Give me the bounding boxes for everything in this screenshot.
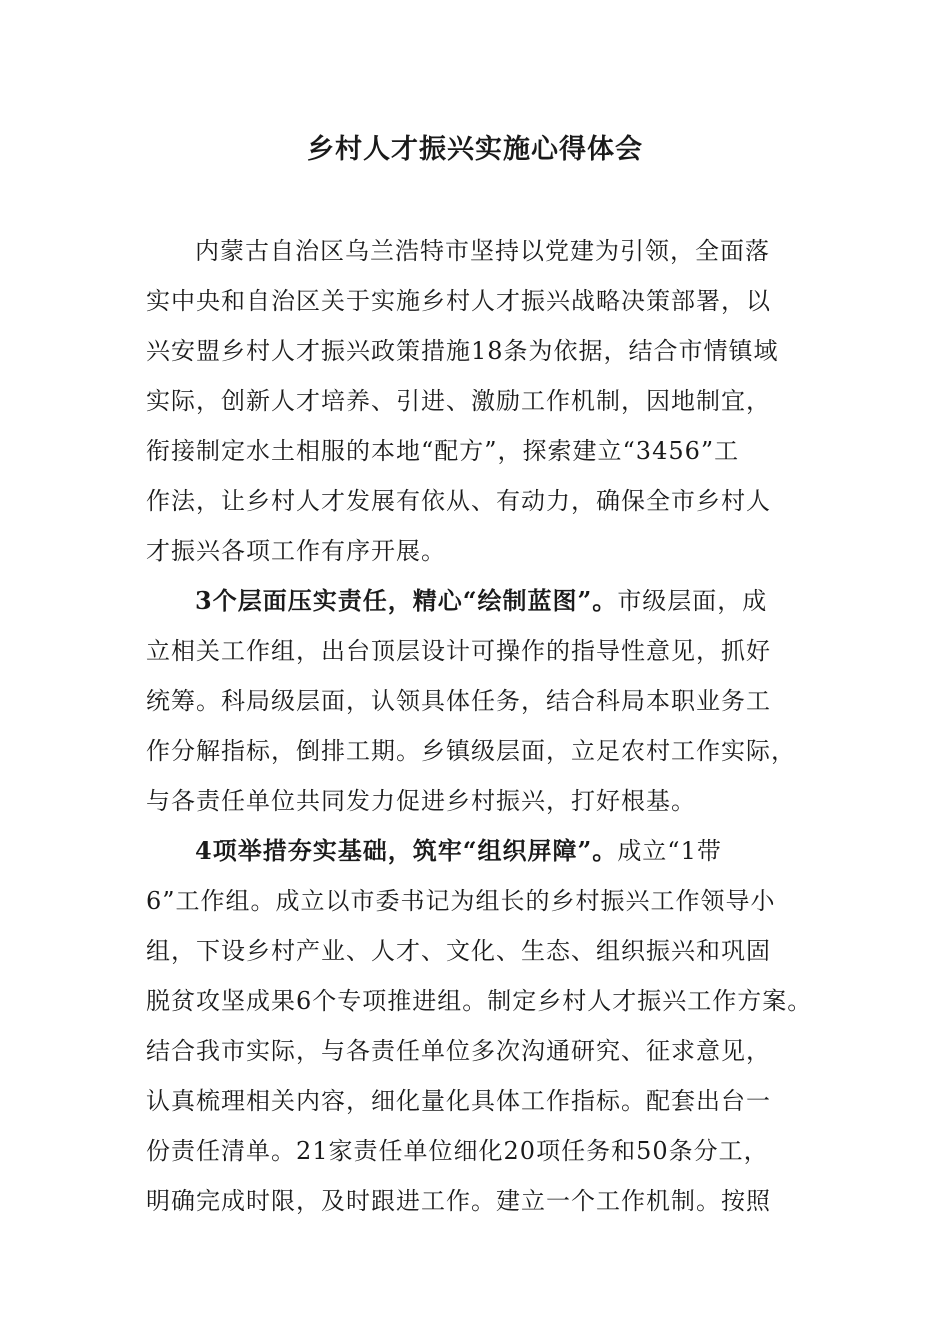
paragraph-3-line-2: 6”工作组。成立以市委书记为组长的乡村振兴工作领导小	[146, 887, 776, 915]
paragraph-2-line-5: 与各责任单位共同发力促进乡村振兴，打好根基。	[146, 787, 696, 815]
paragraph-1-line-6: 作法，让乡村人才发展有依从、有动力，确保全市乡村人	[146, 487, 771, 515]
paragraph-3-heading: 4项举措夯实基础，筑牢“组织屏障”。	[195, 836, 618, 865]
paragraph-1-line-1: 内蒙古自治区乌兰浩特市坚持以党建为引领，全面落	[195, 237, 770, 265]
paragraph-3-lead-text: 成立“1带	[617, 837, 722, 865]
paragraph-2-line-2: 立相关工作组，出台顶层设计可操作的指导性意见，抓好	[146, 637, 771, 665]
paragraph-2-line-3: 统筹。科局级层面，认领具体任务，结合科局本职业务工	[146, 687, 771, 715]
paragraph-2-line-4: 作分解指标，倒排工期。乡镇级层面，立足农村工作实际，	[146, 737, 796, 765]
paragraph-1-line-2: 实中央和自治区关于实施乡村人才振兴战略决策部署，以	[146, 287, 771, 315]
paragraph-2-heading: 3个层面压实责任，精心“绘制蓝图”。	[195, 586, 618, 615]
paragraph-2-line-1	[195, 584, 767, 618]
paragraph-3-line-3: 组，下设乡村产业、人才、文化、生态、组织振兴和巩固	[146, 937, 771, 965]
paragraph-1-line-3: 兴安盟乡村人才振兴政策措施18条为依据，结合市情镇域	[146, 337, 779, 365]
paragraph-1-line-7: 才振兴各项工作有序开展。	[146, 537, 446, 565]
paragraph-3-line-5: 结合我市实际，与各责任单位多次沟通研究、征求意见，	[146, 1037, 771, 1065]
document-title: 乡村人才振兴实施心得体会	[307, 134, 643, 165]
paragraph-3-line-4: 脱贫攻坚成果6个专项推进组。制定乡村人才振兴工作方案。	[146, 987, 813, 1015]
paragraph-3-line-1	[195, 834, 722, 868]
paragraph-1-line-5: 衔接制定水土相服的本地“配方”，探索建立“3456”工	[146, 437, 740, 465]
paragraph-2-lead-text: 市级层面，成	[617, 587, 768, 615]
paragraph-1-line-4: 实际，创新人才培养、引进、激励工作机制，因地制宜，	[146, 387, 771, 415]
paragraph-3-line-8: 明确完成时限，及时跟进工作。建立一个工作机制。按照	[146, 1187, 771, 1215]
paragraph-3-line-6: 认真梳理相关内容，细化量化具体工作指标。配套出台一	[146, 1087, 771, 1115]
paragraph-3-line-7: 份责任清单。21家责任单位细化20项任务和50条分工，	[146, 1137, 769, 1165]
